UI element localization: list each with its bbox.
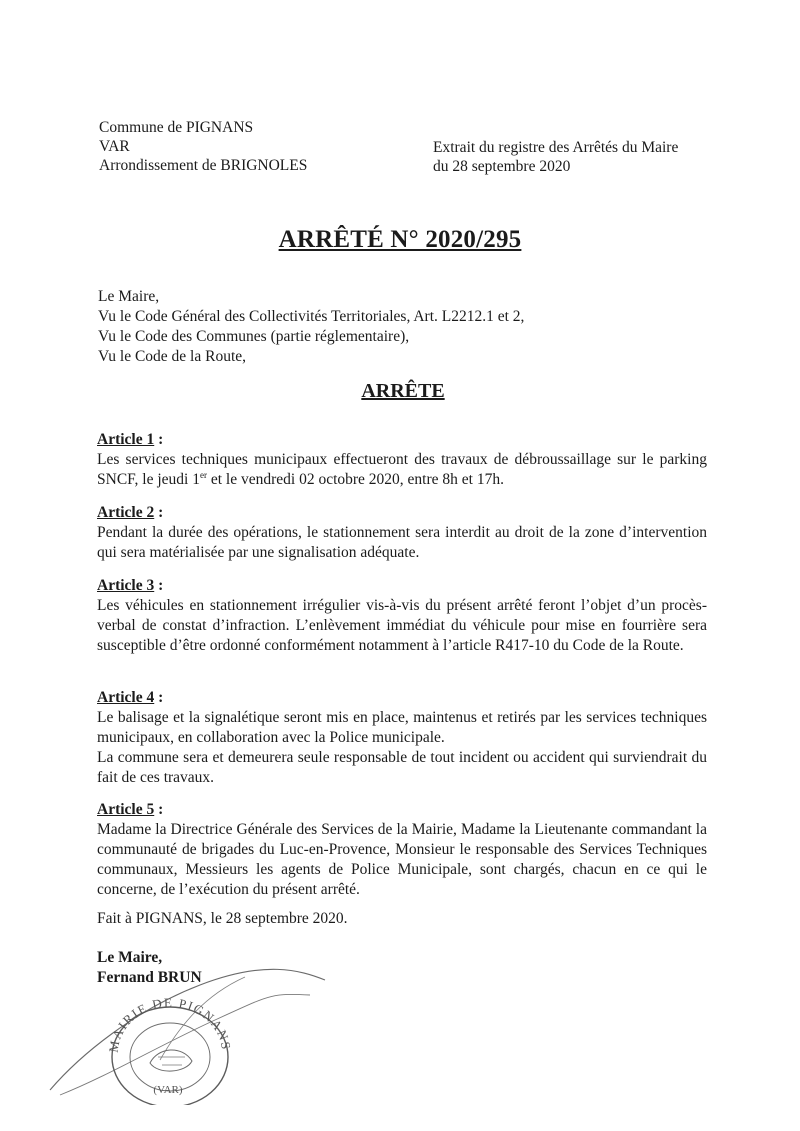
article-body: Le balisage et la signalétique seront mis en place, maintenus et retirés par les services techniques municipaux, en collaboration avec la Police municipale. — [97, 709, 707, 746]
document-title: ARRÊTÉ N° 2020/295 — [278, 226, 522, 253]
article-text: Les services techniques municipaux effectueront des travaux de débroussaillage sur le parking SNCF, le jeudi 1 — [97, 451, 707, 488]
signatory-role: Le Maire, — [97, 949, 163, 966]
register-extract-label: Extrait du registre des Arrêtés du Maire — [433, 139, 679, 156]
article-heading — [97, 576, 707, 596]
stamp-ring-text: MAIRIE DE PIGNANS — [105, 994, 235, 1054]
stamp-bottom-text: (VAR) — [153, 1084, 183, 1096]
preamble-line: Vu le Code des Communes (partie réglementaire), — [98, 328, 410, 345]
article-1 — [97, 430, 707, 490]
article-heading-colon: : — [154, 577, 164, 594]
signature-block — [97, 948, 202, 988]
ordinal-superscript: er — [199, 469, 207, 480]
done-at-line: Fait à PIGNANS, le 28 septembre 2020. — [97, 910, 348, 927]
article-heading-colon: : — [154, 689, 164, 706]
article-heading — [97, 503, 707, 523]
commune-header — [99, 118, 307, 175]
article-heading — [97, 688, 707, 708]
article-heading-colon: : — [154, 431, 164, 448]
article-heading-label: Article 5 — [97, 801, 155, 818]
article-heading-label: Article 2 — [97, 504, 155, 521]
register-header — [433, 138, 678, 176]
article-4 — [97, 688, 707, 788]
preamble-line: Vu le Code Général des Collectivités Territoriales, Art. L2212.1 et 2, — [98, 308, 525, 325]
article-heading-label: Article 4 — [97, 689, 155, 706]
preamble-line: Le Maire, — [98, 288, 160, 305]
article-heading-colon: : — [154, 504, 164, 521]
article-body-paragraph-2: La commune sera et demeurera seule responsable de tout incident ou accident qui surviendrait du fait de ces travaux. — [97, 749, 707, 786]
article-body: Les véhicules en stationnement irrégulier vis-à-vis du présent arrêté feront l’objet d’un procès-verbal de constat d’infraction. L’enlèvement immédiat du véhicule pour mise en fourrière sera susceptible d’être ordonné conformément notamment à l’article R417-10 du Code de la Route. — [97, 597, 707, 654]
article-5 — [97, 800, 707, 900]
article-text-end: et le vendredi 02 octobre 2020, entre 8h et 17h. — [206, 471, 504, 488]
article-heading-label: Article 3 — [97, 577, 155, 594]
article-2 — [97, 503, 707, 563]
signatory-name: Fernand BRUN — [97, 969, 202, 986]
preamble — [98, 287, 524, 367]
article-3 — [97, 576, 707, 656]
article-body: Madame la Directrice Générale des Services de la Mairie, Madame la Lieutenante commandant la communauté de brigades du Luc-en-Provence, Monsieur le responsable des Services Techniques communaux, Messieurs les agents de Police Municipale, sont chargés, chacun en ce qui le concerne, de l’exécution du présent arrêté. — [97, 821, 707, 898]
commune-name: Commune de PIGNANS — [99, 119, 254, 136]
arrondissement-name: Arrondissement de BRIGNOLES — [99, 157, 308, 174]
article-heading-colon: : — [154, 801, 164, 818]
register-date: du 28 septembre 2020 — [433, 158, 571, 175]
department-name: VAR — [99, 138, 130, 155]
article-heading-label: Article 1 — [97, 431, 155, 448]
decree-heading: ARRÊTE — [361, 380, 445, 402]
article-body: Pendant la durée des opérations, le stationnement sera interdit au droit de la zone d’intervention qui sera matérialisée par une signalisation adéquate. — [97, 524, 707, 561]
article-heading — [97, 430, 707, 450]
article-body — [97, 450, 707, 490]
article-heading — [97, 800, 707, 820]
preamble-line: Vu le Code de la Route, — [98, 348, 247, 365]
